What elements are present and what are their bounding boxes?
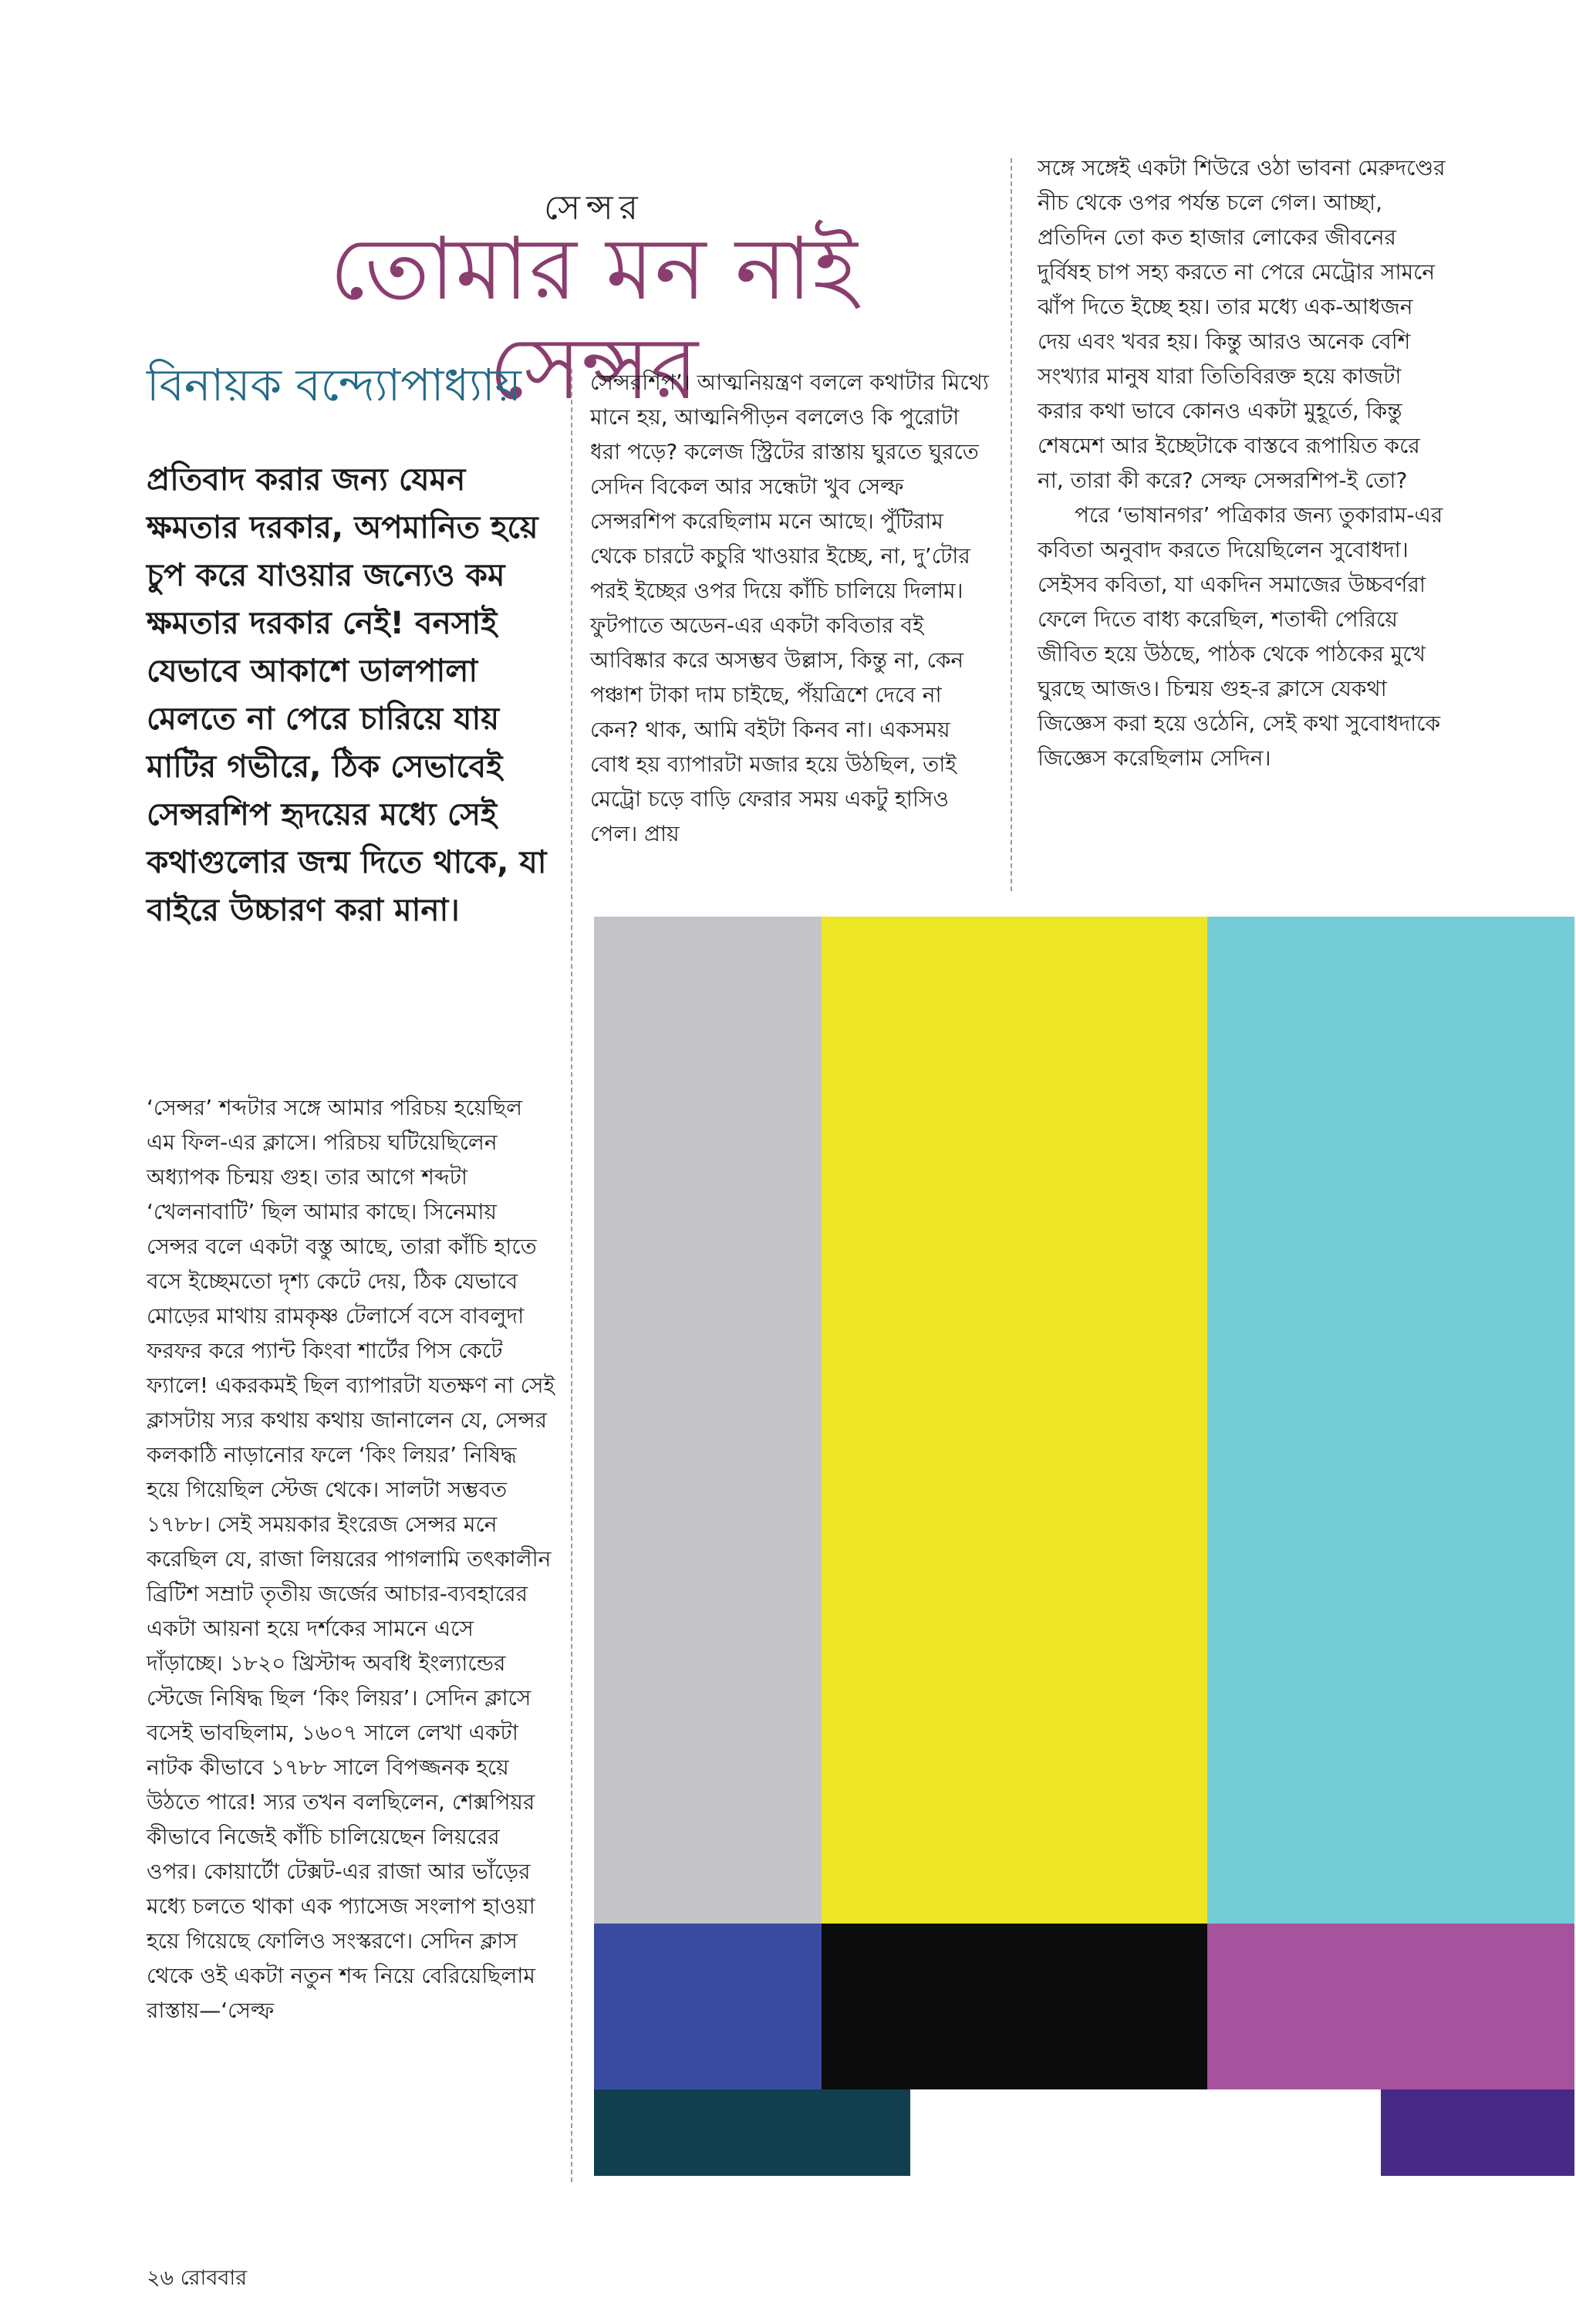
bar-yellow: [822, 917, 1207, 1924]
body-column-2: সেন্সরশিপ’। আত্মনিয়ন্ত্রণ বললে কথাটার মিথ্যে মানে হয়, আত্মনিপীড়ন বললেও কি পুরোটা ধরা পড়ে? কলেজ স্ট্রিটের রাস্তায় ঘুরতে ঘুরতে সেদিন বিকেল আর সন্ধেটা খুব সেল্ফ সেন্সরশিপ করেছিলাম মনে আছে। পুঁটিরাম থেকে চারটে কচুরি খাওয়ার ইচ্ছে, না, দু’টোর পরই ইচ্ছের ওপর দিয়ে কাঁচি চালিয়ে দিলাম। ফুটপাতে অডেন-এর একটা কবিতার বই আবিষ্কার করে অসম্ভব উল্লাস, কিন্তু না, কেন পঞ্চাশ টাকা দাম চাইছে, পঁয়ত্রিশে দেবে না কেন? থাক, আমি বইটা কিনব না। একসময় বোধ হয় ব্যাপারটা মজার হয়ে উঠছিল, তাই মেট্রো চড়ে বাড়ি ফেরার সময় একটু হাসিও পেল। প্রায়: [590, 370, 989, 846]
column-divider-2: [1011, 158, 1012, 891]
bar-purple: [1381, 2089, 1574, 2176]
column-3-paragraph-1: সঙ্গে সঙ্গেই একটা শিউরে ওঠা ভাবনা মেরুদণ্ডের নীচ থেকে ওপর পর্যন্ত চলে গেল। আচ্ছা, প্রতিদিন তো কত হাজার লোকের জীবনের দুর্বিষহ চাপ সহ্য করতে না পেরে মেট্রোর সামনে ঝাঁপ দিতে ইচ্ছে হয়। তার মধ্যে এক-আধজন দেয় এবং খবর হয়। কিন্তু আরও অনেক বেশি সংখ্যার মানুষ যারা তিতিবিরক্ত হয়ে কাজটা করার কথা ভাবে কোনও একটা মুহূর্তে, কিন্তু শেষমেশ আর ইচ্ছেটাকে বাস্তবে রূপায়িত করে না, তারা কী করে? সেল্ফ সেন্সরশিপ-ই তো?: [1038, 155, 1446, 493]
bar-teal: [594, 2089, 910, 2176]
headline: তোমার মন নাই সেন্সর: [329, 219, 859, 419]
body-column-3: [1038, 150, 1446, 775]
bar-blue: [594, 1924, 822, 2089]
section-label: সেন্সর: [544, 188, 644, 228]
column-divider-1: [571, 369, 572, 2182]
tv-test-pattern-image: [594, 917, 1574, 2176]
bar-white: [910, 2089, 1381, 2176]
body-column-1: ‘সেন্সর’ শব্দটার সঙ্গে আমার পরিচয় হয়েছিল এম ফিল-এর ক্লাসে। পরিচয় ঘটিয়েছিলেন অধ্যাপক চিন্ময় গুহ। তার আগে শব্দটা ‘খেলনাবাটি’ ছিল আমার কাছে। সিনেমায় সেন্সর বলে একটা বস্তু আছে, তারা কাঁচি হাতে বসে ইচ্ছেমতো দৃশ্য কেটে দেয়, ঠিক যেভাবে মোড়ের মাথায় রামকৃষ্ণ টেলার্সে বসে বাবলুদা ফরফর করে প্যান্ট কিংবা শার্টের পিস কেটে ফ্যালে! একরকমই ছিল ব্যাপারটা যতক্ষণ না সেই ক্লাসটায় স্যর কথায় কথায় জানালেন যে, সেন্সর কলকাঠি নাড়ানোর ফলে ‘কিং লিয়র’ নিষিদ্ধ হয়ে গিয়েছিল স্টেজ থেকে। সালটা সম্ভবত ১৭৮৮। সেই সময়কার ইংরেজ সেন্সর মনে করেছিল যে, রাজা লিয়রের পাগলামি তৎকালীন ব্রিটিশ সম্রাট তৃতীয় জর্জের আচার-ব্যবহারের একটা আয়না হয়ে দর্শকের সামনে এসে দাঁড়াচ্ছে। ১৮২০ খ্রিস্টাব্দ অবধি ইংল্যান্ডের স্টেজে নিষিদ্ধ ছিল ‘কিং লিয়র’। সেদিন ক্লাসে বসেই ভাবছিলাম, ১৬০৭ সালে লেখা একটা নাটক কীভাবে ১৭৮৮ সালে বিপজ্জনক হয়ে উঠতে পারে! স্যর তখন বলছিলেন, শেক্সপিয়র কীভাবে নিজেই কাঁচি চালিয়েছেন লিয়রের ওপর। কোয়ার্টো টেক্সট-এর রাজা আর ভাঁড়ের মধ্যে চলতে থাকা এক প্যাসেজ সংলাপ হাওয়া হয়ে গিয়েছে ফোলিও সংস্করণে। সেদিন ক্লাস থেকে ওই একটা নতুন শব্দ নিয়ে বেরিয়েছিলাম রাস্তায়—‘সেল্ফ: [147, 1095, 555, 2023]
column-3-paragraph-2: পরে ‘ভাষানগর’ পত্রিকার জন্য তুকারাম-এর কবিতা অনুবাদ করতে দিয়েছিলেন সুবোধদা। সেইসব কবিতা, যা একদিন সমাজের উচ্চবর্ণরা ফেলে দিতে বাধ্য করেছিল, শতাব্দী পেরিয়ে জীবিত হয়ে উঠছে, পাঠক থেকে পাঠকের মুখে ঘুরছে আজও। চিন্ময় গুহ-র ক্লাসে যেকথা জিজ্ঞেস করা হয়ে ওঠেনি, সেই কথা সুবোধদাকে জিজ্ঞেস করেছিলাম সেদিন।: [1038, 502, 1443, 771]
bar-cyan: [1207, 917, 1574, 1924]
bar-gray: [594, 917, 822, 1924]
bar-black: [822, 1924, 1207, 2089]
pull-quote: প্রতিবাদ করার জন্য যেমন ক্ষমতার দরকার, অপমানিত হয়ে চুপ করে যাওয়ার জন্যেও কম ক্ষমতার দরকার নেই! বনসাই যেভাবে আকাশে ডালপালা মেলতে না পেরে চারিয়ে যায় মাটির গভীরে, ঠিক সেভাবেই সেন্সরশিপ হৃদয়ের মধ্যে সেই কথাগুলোর জন্ম দিতে থাকে, যা বাইরে উচ্চারণ করা মানা।: [147, 461, 547, 928]
author-byline: বিনায়ক বন্দ্যোপাধ্যায়: [147, 359, 521, 411]
bar-magenta: [1207, 1924, 1574, 2089]
page-folio: ২৬ রোববার: [147, 2266, 248, 2290]
